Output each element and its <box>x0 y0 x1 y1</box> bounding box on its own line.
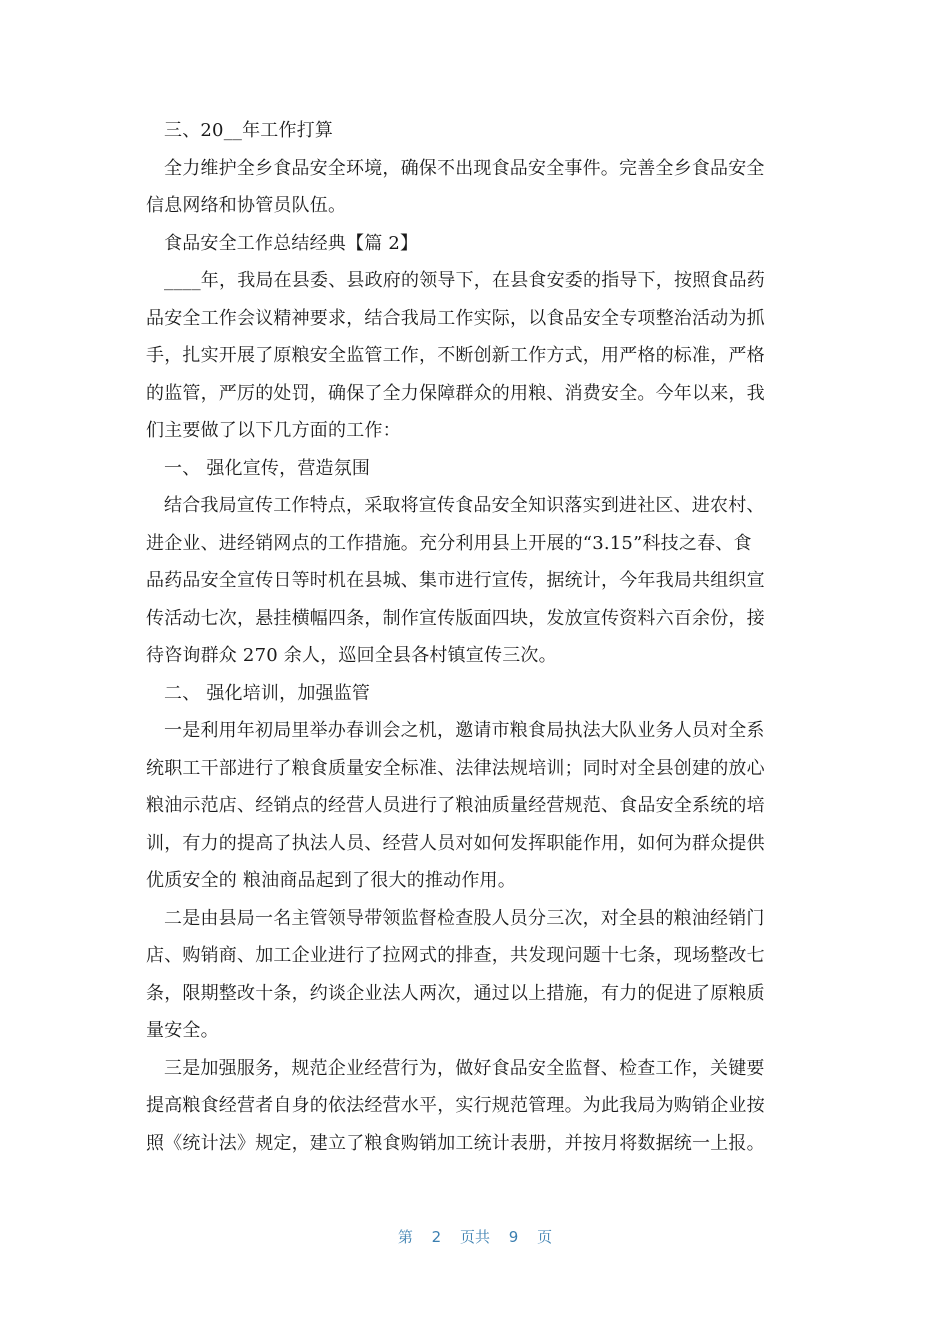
text-line: 结合我局宣传工作特点，采取将宣传食品安全知识落实到进社区、进农村、 <box>164 495 765 516</box>
text-line: 二、 强化培训，加强监管 <box>164 682 371 704</box>
text-line: 三、20__年工作打算 <box>164 120 334 141</box>
text-line: 手，扎实开展了原粮安全监管工作，不断创新工作方式，用严格的标准，严格 <box>146 345 765 366</box>
text-line: 进企业、进经销网点的工作措施。充分利用县上开展的“3.15”科技之春、食 <box>146 532 752 554</box>
text-line: 粮油示范店、经销点的经营人员进行了粮油质量经营规范、食品安全系统的培 <box>146 795 765 816</box>
text-line: 食品安全工作总结经典【篇 2】 <box>164 232 419 254</box>
text-line: 的监管，严厉的处罚，确保了全力保障群众的用粮、消费安全。今年以来，我 <box>146 382 765 404</box>
text-line: 品安全工作会议精神要求，结合我局工作实际，以食品安全专项整治活动为抓 <box>146 307 765 329</box>
text-line: 优质安全的 粮油商品起到了很大的推动作用。 <box>146 870 516 891</box>
text-line: 品药品安全宣传日等时机在县城、集市进行宣传，据统计，今年我局共组织宣 <box>146 570 765 591</box>
text-line: 一是利用年初局里举办春训会之机，邀请市粮食局执法大队业务人员对全系 <box>164 720 765 741</box>
text-line: 传活动七次，悬挂横幅四条，制作宣传版面四块，发放宣传资料六百余份，接 <box>146 607 765 629</box>
text-line: 三是加强服务，规范企业经营行为，做好食品安全监督、检查工作，关键要 <box>164 1057 765 1079</box>
text-line: ____年，我局在县委、县政府的领导下，在县食安委的指导下，按照食品药 <box>164 270 765 291</box>
text-line: 条，限期整改十条，约谈企业法人两次，通过以上措施，有力的促进了原粮质 <box>146 982 765 1004</box>
text-line: 们主要做了以下几方面的工作： <box>146 420 401 441</box>
text-line: 统职工干部进行了粮食质量安全标准、法律法规培训；同时对全县创建的放心 <box>146 757 765 779</box>
text-line: 二是由县局一名主管领导带领监督检查股人员分三次，对全县的粮油经销门 <box>164 907 765 929</box>
text-line: 全力维护全乡食品安全环境，确保不出现食品安全事件。完善全乡食品安全 <box>164 157 765 179</box>
page-footer <box>0 1226 950 1247</box>
text-line: 待咨询群众 270 余人，巡回全县各村镇宣传三次。 <box>146 645 557 666</box>
document-body <box>146 112 796 1162</box>
text-line: 信息网络和协管员队伍。 <box>146 195 347 216</box>
page-number-label: 第 2 页共 9 页 <box>397 1228 553 1246</box>
text-line: 提高粮食经营者自身的依法经营水平，实行规范管理。为此我局为购销企业按 <box>146 1095 765 1116</box>
text-line: 店、购销商、加工企业进行了拉网式的排查，共发现问题十七条，现场整改七 <box>146 945 765 966</box>
text-line: 照《统计法》规定，建立了粮食购销加工统计表册，并按月将数据统一上报。 <box>146 1132 765 1154</box>
text-line: 训，有力的提高了执法人员、经营人员对如何发挥职能作用，如何为群众提供 <box>146 832 765 854</box>
text-line: 量安全。 <box>146 1020 219 1041</box>
text-line: 一、 强化宣传，营造氛围 <box>164 457 371 479</box>
